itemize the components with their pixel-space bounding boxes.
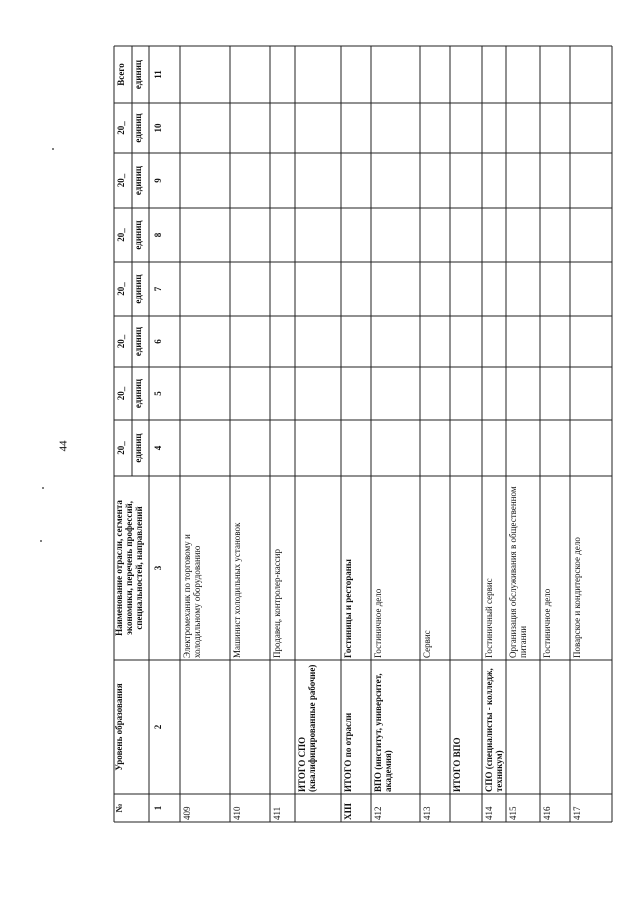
row-number — [452, 798, 482, 820]
row-level — [232, 664, 270, 792]
row-number: 417 — [572, 806, 582, 820]
row-name: Организация обслуживания в общественном питании — [508, 486, 528, 658]
row-number: 416 — [542, 806, 552, 820]
row-level — [182, 664, 230, 792]
header-year: 20_ — [116, 228, 126, 242]
column-number: 3 — [153, 565, 163, 571]
row-level — [508, 664, 540, 792]
header-year: 20_ — [116, 173, 126, 188]
row-name: Гостиничное дело — [373, 588, 383, 658]
row-level: ИТОГО по отрасли — [343, 712, 353, 792]
row-level: ИТОГО СПО (квалифицированные рабочие) — [297, 664, 317, 792]
row-level — [542, 664, 570, 792]
row-number: XIII — [343, 802, 353, 820]
row-name: Электромеханик по торговому и холодильному оборудованию — [182, 534, 202, 658]
header-num: № — [114, 803, 124, 813]
row-level — [272, 664, 295, 792]
row-level — [572, 664, 612, 792]
header-year: 20_ — [116, 121, 126, 135]
row-name: Поварское и кондитерское дело — [572, 537, 582, 658]
header-unit: единиц — [133, 59, 143, 90]
header-level: Уровень образования — [114, 683, 124, 771]
header-unit: единиц — [133, 326, 143, 357]
page-number: 44 — [57, 440, 70, 452]
row-number: 410 — [232, 806, 242, 820]
row-level: ИТОГО ВПО — [452, 737, 462, 792]
column-number: 11 — [153, 70, 163, 79]
row-name: Сервис — [422, 630, 432, 658]
row-name: Гостиницы и рестораны — [343, 559, 353, 658]
header-year: 20_ — [116, 334, 126, 349]
row-number: 409 — [182, 806, 192, 820]
header-unit: единиц — [133, 165, 143, 196]
row-number: 412 — [373, 806, 383, 820]
row-number — [297, 798, 341, 820]
column-number: 4 — [153, 445, 163, 451]
row-number: 415 — [508, 806, 518, 820]
column-number: 7 — [153, 286, 163, 292]
row-number: 414 — [484, 806, 494, 820]
row-name: Гостиничное дело — [542, 588, 552, 658]
header-unit: единиц — [133, 433, 143, 463]
header-unit: единиц — [133, 274, 143, 304]
column-number: 6 — [153, 339, 163, 344]
header-unit: единиц — [133, 113, 143, 143]
header-year: 20_ — [116, 441, 126, 455]
row-name: Машинист холодильных установок — [232, 522, 242, 658]
column-number: 9 — [153, 178, 163, 183]
column-number: 1 — [153, 805, 163, 811]
row-name: Продавец, контролер-кассир — [272, 549, 282, 658]
row-name — [297, 480, 341, 658]
header-unit: единиц — [133, 220, 143, 250]
row-level: СПО (специалисты - колледж, техникум) — [484, 668, 504, 792]
row-number: 413 — [422, 806, 432, 820]
row-level: ВПО (институт, университет, академия) — [373, 673, 393, 792]
header-name: Наименование отрасли, сегмента экономики, перечень профессий, специальностей, направлений — [114, 500, 144, 636]
column-number: 10 — [153, 123, 163, 133]
header-year: 20_ — [116, 282, 126, 296]
header-total: Всего — [116, 63, 126, 86]
row-number: 411 — [272, 806, 282, 820]
header-unit: единиц — [133, 378, 143, 409]
row-name: Гостиничный сервис — [484, 578, 494, 658]
column-number: 5 — [153, 391, 163, 396]
row-name — [452, 480, 482, 658]
row-level — [422, 664, 450, 792]
column-number: 8 — [153, 232, 163, 238]
column-number: 2 — [153, 724, 163, 730]
header-year: 20_ — [116, 386, 126, 401]
